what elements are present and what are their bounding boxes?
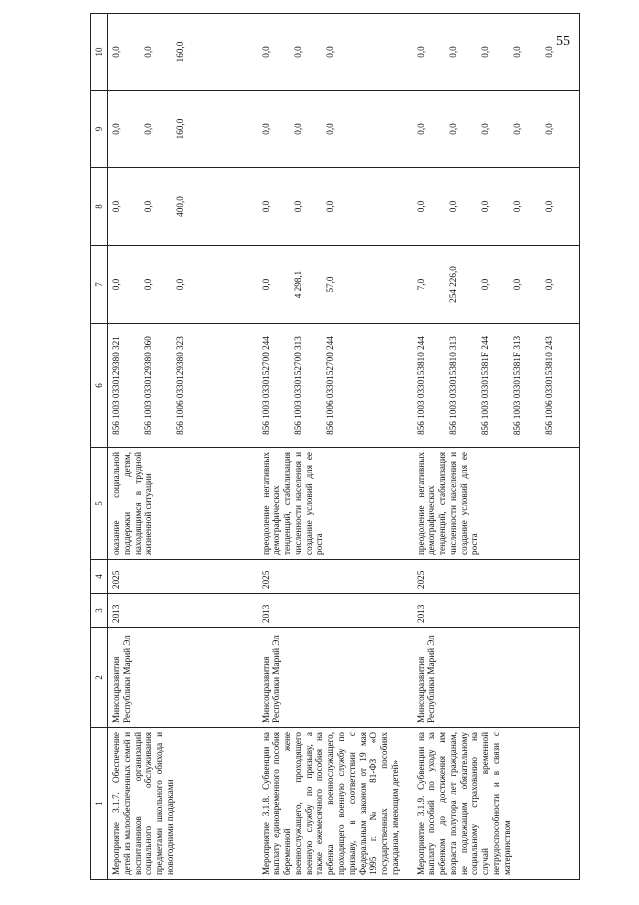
- value: 0,0: [292, 123, 303, 135]
- header-col-3: 3: [91, 594, 108, 628]
- value: 0,0: [292, 200, 303, 213]
- header-col-1: 1: [91, 728, 108, 880]
- value: 0,0: [143, 278, 153, 291]
- value: 0,0: [447, 200, 458, 213]
- value: 0,0: [260, 46, 271, 58]
- header-col-6: 6: [91, 324, 108, 448]
- value: 0,0: [479, 46, 490, 58]
- value: 0,0: [324, 123, 335, 135]
- col9-cell: [258, 91, 413, 168]
- value: 0,0: [175, 278, 185, 291]
- value: 0,0: [111, 200, 121, 213]
- header-col-5: 5: [91, 448, 108, 560]
- value: 160,0: [175, 41, 185, 63]
- col7-cell: [108, 246, 258, 324]
- result-cell: преодоление негативных демографических тенденций, стабилизация численности населения и создание условий для ее роста: [258, 448, 413, 560]
- value: 254 226,0: [447, 266, 458, 303]
- col8-cell: [258, 168, 413, 246]
- executor-cell: Минсоцразвития Республики Марий Эл: [258, 628, 413, 728]
- value: 0,0: [260, 278, 271, 291]
- rotated-table-container: [90, 14, 554, 880]
- end-year-cell: 2025: [413, 560, 580, 594]
- col9-cell: [413, 91, 580, 168]
- budget-code: 856 1003 0330152700 244: [260, 336, 271, 435]
- budget-code: 856 1003 0330152700 313: [292, 336, 303, 435]
- value: 7,0: [415, 278, 426, 291]
- executor-cell: Минсоцразвития Республики Марий Эл: [108, 628, 258, 728]
- value: 0,0: [511, 46, 522, 58]
- value: 0,0: [292, 46, 303, 58]
- value: 4 298,1: [292, 270, 303, 299]
- col7-cell: [258, 246, 413, 324]
- col8-cell: [413, 168, 580, 246]
- budget-code: 856 1003 0330153810 244: [415, 336, 426, 435]
- end-year-cell: 2025: [258, 560, 413, 594]
- budget-code: 856 1003 033015381F 313: [511, 335, 522, 436]
- budget-code: 856 1006 0330129380 323: [175, 336, 185, 435]
- program-measures-table: [90, 13, 580, 880]
- table-row: [258, 14, 413, 880]
- result-cell: преодоление негативных демографических тенденций, стабилизация численности населения и создание условий для ее роста: [413, 448, 580, 560]
- header-row: [91, 14, 108, 880]
- measure-cell: Мероприятие 3.1.8. Субвенции на выплату единовременного пособия беременной жене военнослужащего, проходящего военную службу по призыву, а также ежемесячного пособия на ребенка военнослужащего, проходящего военную службу по призыву, в соответствии с Федеральным законом от 19 мая 1995 г. № 81-ФЗ «О государственных пособиях гражданам, имеющим детей»: [258, 728, 413, 880]
- col9-cell: [108, 91, 258, 168]
- value: 0,0: [143, 46, 153, 58]
- col10-cell: [258, 14, 413, 91]
- header-col-7: 7: [91, 246, 108, 324]
- value: 0,0: [543, 200, 554, 213]
- col7-cell: [413, 246, 580, 324]
- value: 0,0: [543, 123, 554, 135]
- value: 0,0: [479, 123, 490, 135]
- value: 0,0: [143, 123, 153, 135]
- header-col-9: 9: [91, 91, 108, 168]
- budget-code: 856 1006 0330152700 244: [324, 336, 335, 435]
- end-year-cell: 2025: [108, 560, 258, 594]
- value: 0,0: [260, 123, 271, 135]
- start-year-cell: 2013: [258, 594, 413, 628]
- col8-cell: [108, 168, 258, 246]
- result-cell: оказание социальной поддержки детям, находящимся в трудной жизненной ситуации: [108, 448, 258, 560]
- page-number: 55: [556, 34, 570, 49]
- value: 57,0: [324, 276, 335, 293]
- measure-cell: Мероприятие 3.1.7. Обеспечение детей из малообеспеченных семей и воспитанников организаций социального обслуживания предметами школьного обихода и новогодними подарками: [108, 728, 258, 880]
- value: 0,0: [324, 200, 335, 213]
- value: 400,0: [175, 196, 185, 217]
- value: 0,0: [511, 200, 522, 213]
- value: 0,0: [543, 278, 554, 291]
- budget-code: 856 1006 0330153810 243: [543, 336, 554, 435]
- value: 0,0: [447, 123, 458, 135]
- budget-code-cell: [108, 324, 258, 448]
- value: 0,0: [324, 46, 335, 58]
- start-year-cell: 2013: [108, 594, 258, 628]
- budget-code: 856 1003 033015381F 244: [479, 335, 490, 436]
- value: 0,0: [415, 200, 426, 213]
- budget-code: 856 1003 0330129380 321: [111, 336, 121, 435]
- value: 0,0: [447, 46, 458, 58]
- header-col-2: 2: [91, 628, 108, 728]
- value: 0,0: [479, 278, 490, 291]
- col10-cell: [108, 14, 258, 91]
- value: 160,0: [175, 118, 185, 140]
- budget-code-cell: [413, 324, 580, 448]
- executor-cell: Минсоцразвития Республики Марий Эл: [413, 628, 580, 728]
- value: 0,0: [111, 46, 121, 58]
- header-col-8: 8: [91, 168, 108, 246]
- value: 0,0: [479, 200, 490, 213]
- header-col-4: 4: [91, 560, 108, 594]
- value: 0,0: [143, 200, 153, 213]
- table-row: [108, 14, 258, 880]
- value: 0,0: [511, 123, 522, 135]
- value: 0,0: [543, 46, 554, 58]
- budget-code: 856 1003 0330129380 360: [143, 336, 153, 435]
- budget-code: 856 1003 0330153810 313: [447, 336, 458, 435]
- budget-code-cell: [258, 324, 413, 448]
- start-year-cell: 2013: [413, 594, 580, 628]
- value: 0,0: [415, 46, 426, 58]
- value: 0,0: [111, 123, 121, 135]
- col10-cell: [413, 14, 580, 91]
- table-row: [413, 14, 580, 880]
- header-col-10: 10: [91, 14, 108, 91]
- value: 0,0: [415, 123, 426, 135]
- measure-cell: Мероприятие 3.1.9. Субвенции на выплату пособий по уходу за ребенком до достижения им возраста полутора лет гражданам, не подлежащим обязательному социальному страхованию на случай временной нетрудоспособности и в связи с материнством: [413, 728, 580, 880]
- value: 0,0: [111, 278, 121, 291]
- value: 0,0: [260, 200, 271, 213]
- value: 0,0: [511, 278, 522, 291]
